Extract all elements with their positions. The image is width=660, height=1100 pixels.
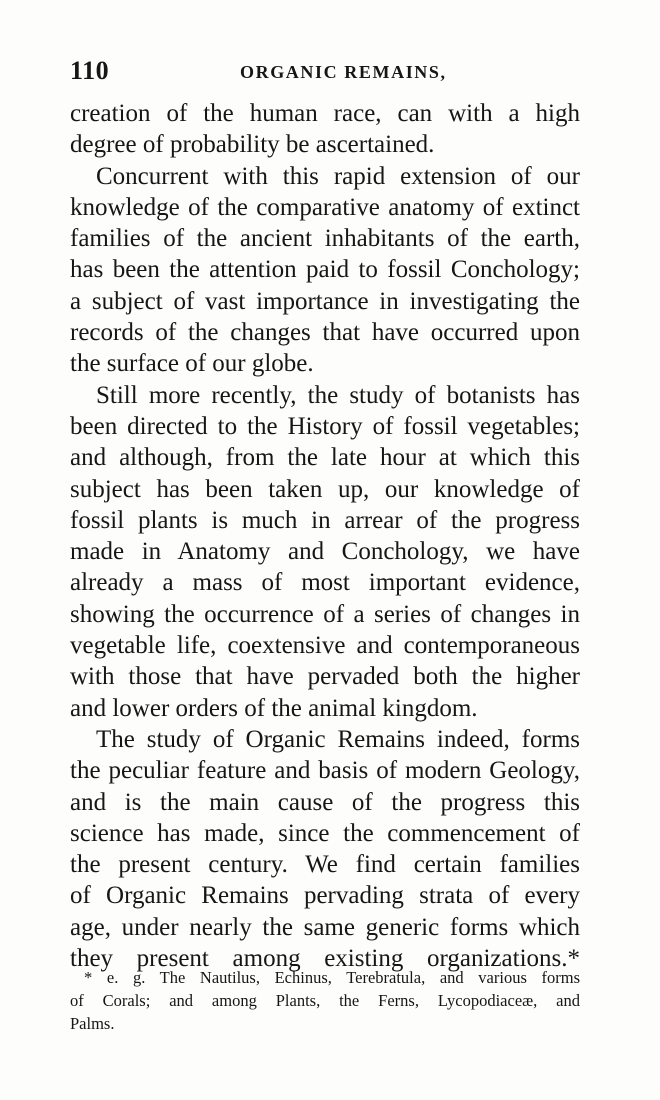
text-line: the peculiar feature and basis of modern Geology, — [70, 757, 580, 785]
text-line: showing the occurrence of a series of changes in — [70, 600, 580, 628]
text-line: science has made, since the commencement of — [70, 819, 580, 847]
footnote-line: * e. g. The Nautilus, Echinus, Terebratula, and various forms — [84, 968, 580, 987]
text-line: age, under nearly the same generic forms which — [70, 913, 580, 941]
text-line: the surface of our globe. — [70, 350, 314, 378]
text-line: a subject of vast importance in investigating the — [70, 287, 580, 315]
text-line: of Organic Remains pervading strata of every — [70, 882, 580, 910]
text-line: already a mass of most important evidence, — [70, 569, 580, 597]
body-text — [70, 98, 580, 974]
text-line: and lower orders of the animal kingdom. — [70, 694, 478, 722]
text-line: Concurrent with this rapid extension of our — [96, 162, 580, 190]
text-line: they present among existing organizations.* — [70, 945, 580, 973]
text-line: families of the ancient inhabitants of the earth, — [70, 225, 580, 253]
page-header — [70, 56, 582, 88]
running-head: ORGANIC REMAINS, — [240, 62, 447, 82]
text-line: and although, from the late hour at which this — [70, 444, 580, 472]
text-line: records of the changes that have occurred upon — [70, 319, 580, 347]
text-line: The study of Organic Remains indeed, forms — [96, 725, 580, 753]
text-line: made in Anatomy and Conchology, we have — [70, 538, 580, 566]
footnote-line: of Corals; and among Plants, the Ferns, Lycopodiaceæ, and — [70, 991, 580, 1010]
text-line: been directed to the History of fossil vegetables; — [70, 412, 580, 440]
footnote-line: Palms. — [70, 1014, 115, 1033]
text-line: and is the main cause of the progress this — [70, 788, 580, 816]
text-line: subject has been taken up, our knowledge of — [70, 475, 580, 503]
page-number: 110 — [70, 56, 110, 85]
text-line: has been the attention paid to fossil Conchology; — [70, 256, 580, 284]
text-line: creation of the human race, can with a high — [70, 100, 580, 127]
text-line: knowledge of the comparative anatomy of extinct — [70, 193, 580, 221]
text-line: fossil plants is much in arrear of the progress — [70, 506, 580, 534]
text-line: the present century. We find certain families — [70, 851, 580, 879]
text-line: degree of probability be ascertained. — [70, 131, 435, 159]
text-line: Still more recently, the study of botanists has — [96, 381, 580, 409]
text-line: vegetable life, coextensive and contemporaneous — [70, 632, 580, 660]
footnote — [70, 966, 580, 1035]
text-line: with those that have pervaded both the higher — [70, 663, 580, 691]
